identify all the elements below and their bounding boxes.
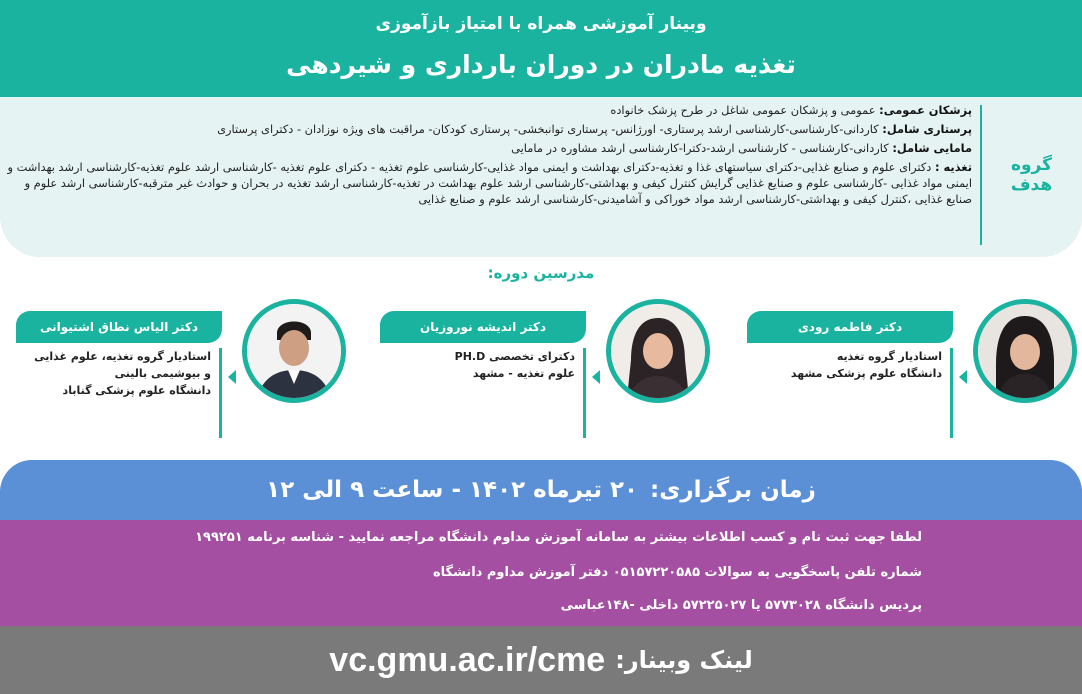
target-row-nursing <box>2 121 972 137</box>
target-row-text: دکترای علوم و صنایع غذایی-دکترای سیاستهای غذا و تغذیه-دکترای بهداشت و ایمنی مواد غذایی-کارشناسی علوم تغذیه - دکترای علوم تغذیه -کارشناسی ارشد علوم تغذیه-کارشناسی ارشد بهداشت و ایمنی مواد غذایی -کارشناسی علوم و صنایع غذایی گرایش کنترل کیفی و بهداشتی-کارشناسی ارشد علوم بهداشت در تغذیه-کارشناسی ارشد تغذیه در بحران و حوادث غیر مترقبه-کارشناسی ارشد علوم و صنایع غذایی ،کنترل کیفی و بهداشتی-کارشناسی ارشد مواد خوراکی و آشامیدنی-کارشناسی ارشد علوم و صنایع غذایی <box>7 160 972 206</box>
instructor-name: دکتر فاطمه رودی <box>747 311 953 343</box>
instructor-arrow-icon <box>959 370 967 384</box>
instructor-info-line: دکترای تخصصی PH.D <box>454 350 575 363</box>
target-row-midwifery <box>2 140 972 156</box>
instructor-info-line: و بیوشیمی بالینی <box>114 367 211 380</box>
target-row-text: کاردانی-کارشناسی - کارشناسی ارشد-دکترا-کارشناسی ارشد مشاوره در مامایی <box>511 141 893 155</box>
target-row-gp <box>2 102 972 118</box>
target-row-text: عمومی و پزشکان عمومی شاغل در طرح پزشک خانواده <box>610 103 880 117</box>
target-row-key: مامایی شامل: <box>892 141 972 155</box>
instructor-arrow-icon <box>228 370 236 384</box>
instructor-card <box>747 296 1077 442</box>
instructors-title: مدرسین دوره: <box>487 264 595 282</box>
webinar-link[interactable]: vc.gmu.ac.ir/cme <box>329 640 606 679</box>
schedule-label: زمان برگزاری: <box>650 477 816 503</box>
registration-info-line: لطفا جهت ثبت نام و کسب اطلاعات بیشتر به سامانه آموزش مداوم دانشگاه مراجعه نمایید - شناسه برنامه ۱۹۹۲۵۱ <box>195 530 922 545</box>
instructor-info-line: علوم تغذیه - مشهد <box>472 367 575 380</box>
header-subtitle: وبینار آموزشی همراه با امتیاز بازآموزی <box>375 14 707 34</box>
instructor-name: دکتر اندیشه نوروزیان <box>380 311 586 343</box>
instructor-card <box>16 296 346 442</box>
instructor-photo-ring <box>973 299 1077 403</box>
target-row-key: پزشکان عمومی: <box>879 103 972 117</box>
instructor-photo <box>247 304 341 398</box>
instructor-name: دکتر الیاس نطاق اشتیوانی <box>16 311 222 343</box>
instructor-info <box>380 348 586 438</box>
schedule-bar <box>0 460 1082 520</box>
target-group-list <box>2 102 972 210</box>
target-group-panel <box>0 97 1082 257</box>
webinar-link-label: لینک وبینار: <box>615 646 753 674</box>
instructor-arrow-icon <box>592 370 600 384</box>
instructor-photo <box>611 304 705 398</box>
target-group-label: گروه هدف <box>1010 155 1053 195</box>
webinar-link-bar <box>0 626 1082 694</box>
target-row-text: کاردانی-کارشناسی-کارشناسی ارشد پرستاری- اورژانس- پرستاری توانبخشی- پرستاری کودکان- مراقبت های ویژه نوزادان - دکترای پرستاری <box>217 122 883 136</box>
target-divider <box>980 105 982 245</box>
instructor-photo <box>978 304 1072 398</box>
instructor-photo-ring <box>606 299 710 403</box>
instructor-card <box>380 296 710 442</box>
instructor-info-line: استادیار گروه تغذیه <box>836 350 942 363</box>
instructor-info <box>747 348 953 438</box>
header-banner <box>0 0 1082 97</box>
contact-phone-line: شماره تلفن پاسخگویی به سوالات ۰۵۱۵۷۲۲۰۵۸۵ دفتر آموزش مداوم دانشگاه <box>433 565 922 580</box>
campus-phone-line: پردیس دانشگاه ۵۷۷۳۰۲۸ یا ۵۷۲۲۵۰۲۷ داخلی -۱۴۸عباسی <box>560 598 922 613</box>
instructor-info-line: استادیار گروه تغذیه، علوم غذایی <box>34 350 211 363</box>
target-row-key: پرستاری شامل: <box>882 122 972 136</box>
header-title: تغذیه مادران در دوران بارداری و شیردهی <box>286 50 796 79</box>
registration-info-panel <box>0 520 1082 626</box>
schedule-value: ۲۰ تیرماه ۱۴۰۲ - ساعت ۹ الی ۱۲ <box>266 477 639 503</box>
instructor-info-line: دانشگاه علوم پزشکی گناباد <box>62 384 211 397</box>
target-row-key: تغذیه : <box>935 160 972 174</box>
instructor-photo-ring <box>242 299 346 403</box>
target-row-nutrition <box>2 159 972 207</box>
instructor-info <box>16 348 222 438</box>
instructor-info-line: دانشگاه علوم پزشکی مشهد <box>790 367 942 380</box>
